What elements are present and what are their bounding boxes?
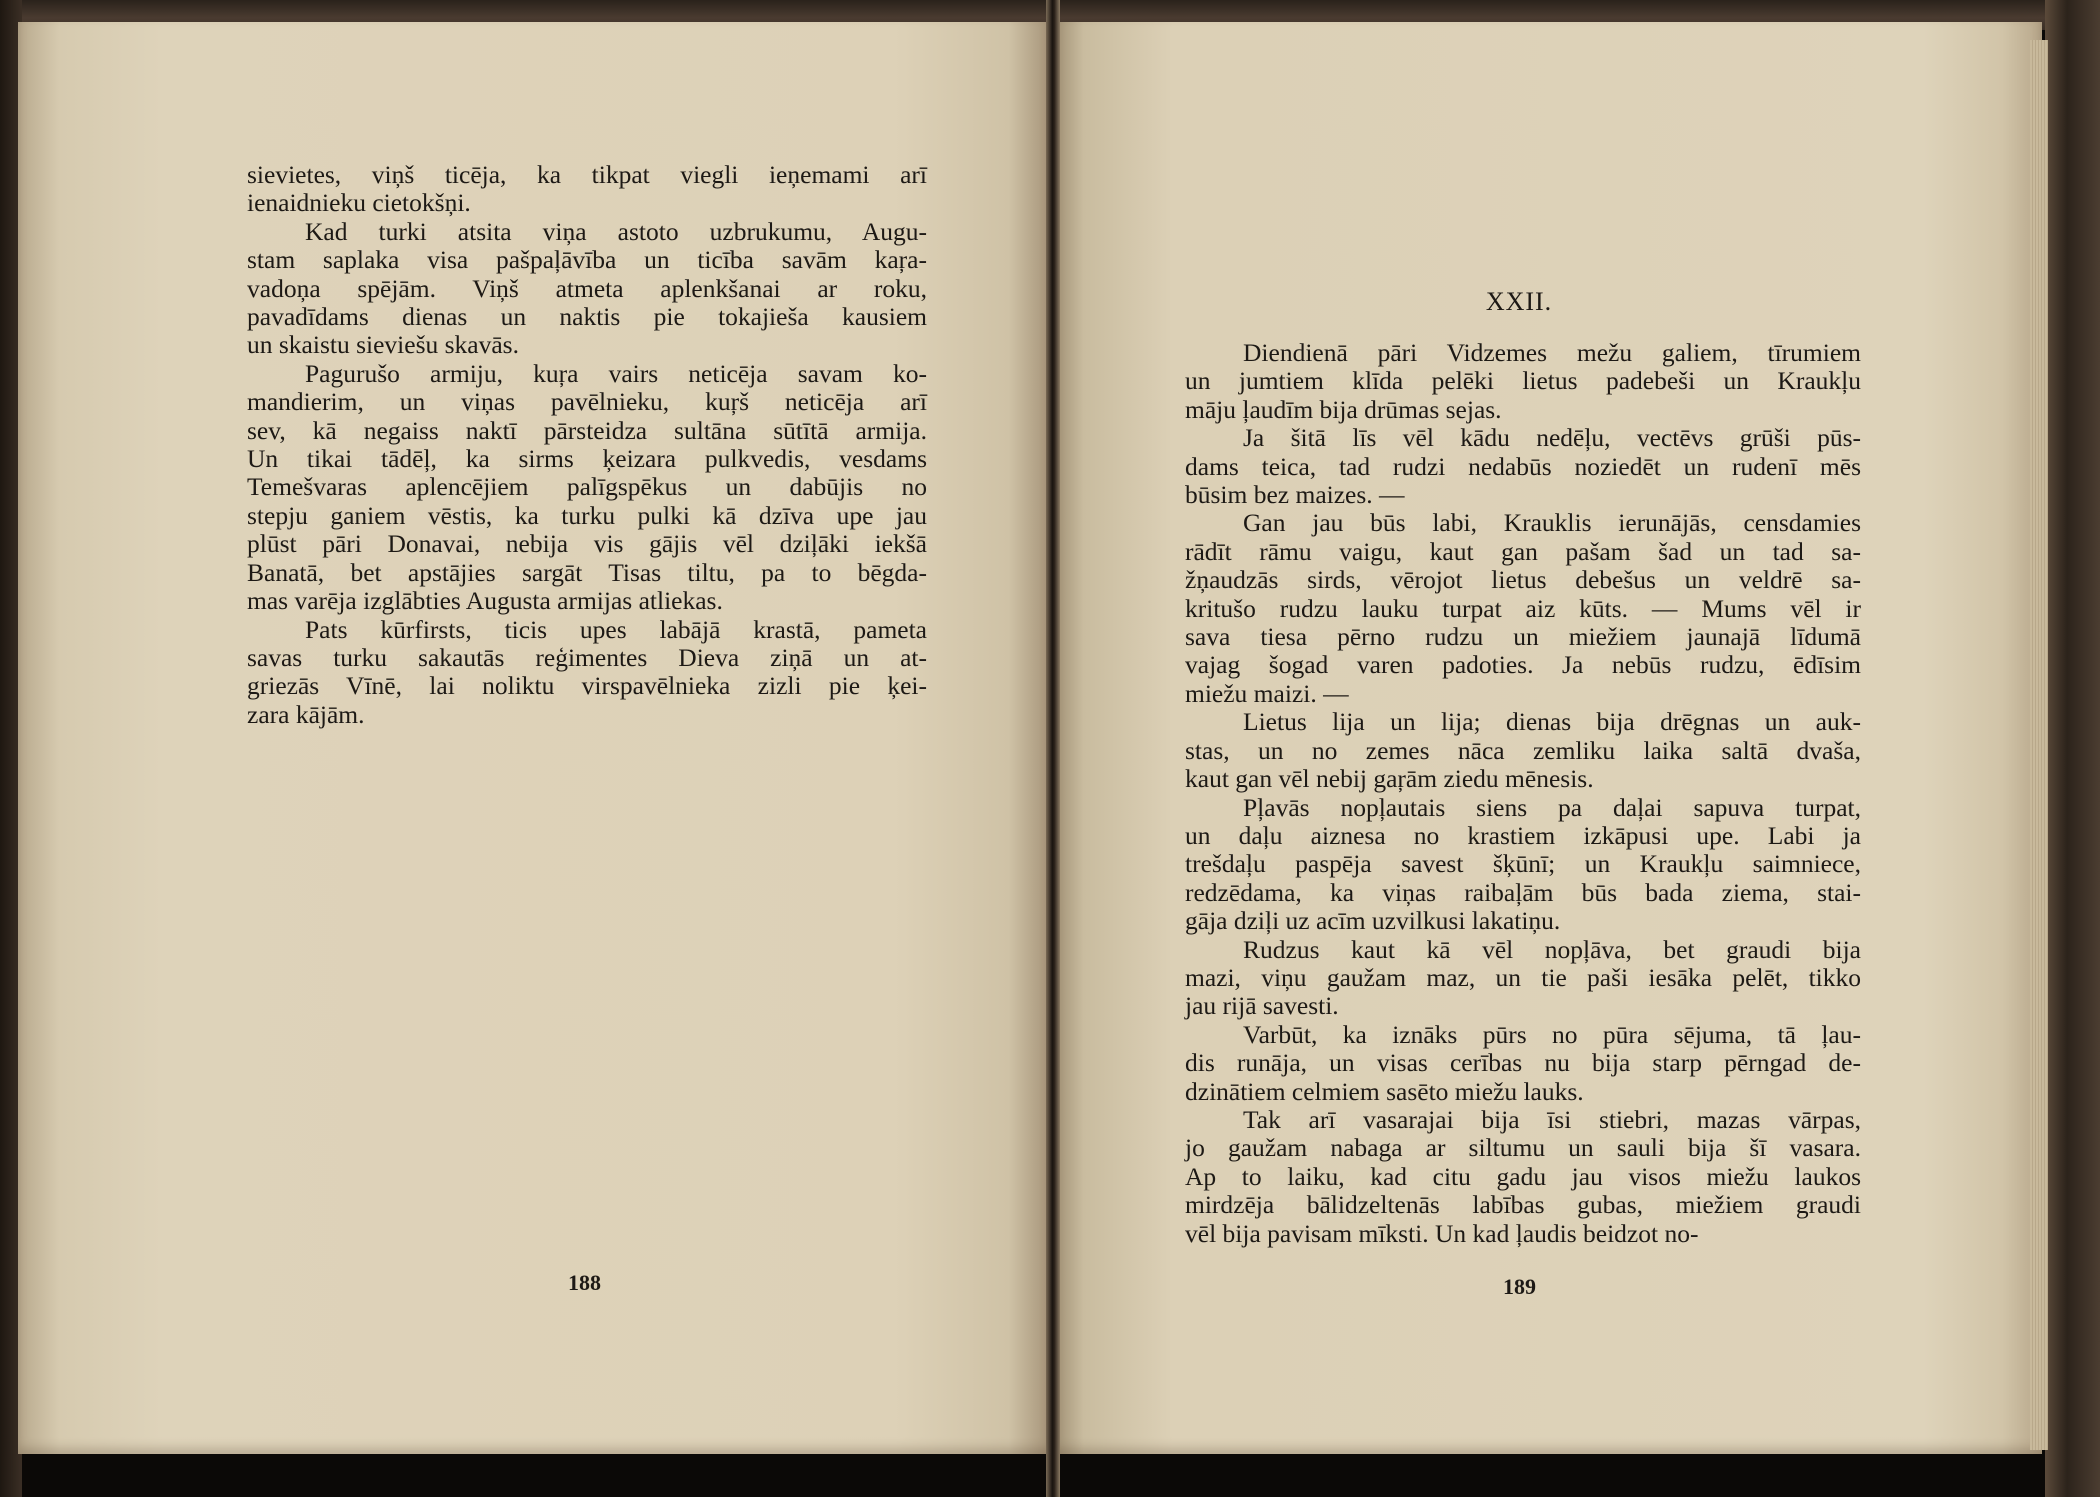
text-line: mirdzēja bālidzeltenās labības gubas, miežiem graudi [1185, 1190, 1861, 1220]
text-line: mas varēja izglābties Augusta armijas atliekas. [247, 586, 723, 616]
book-gutter [1046, 0, 1060, 1497]
text-line: mandierim, un viņas pavēlnieku, kuŗš neticēja arī [247, 387, 927, 417]
left-page-text [247, 161, 927, 729]
text-line: miežu maizi. — [1185, 678, 1349, 708]
text-line: savas turku sakautās reģimentes Dieva ziņā un at- [247, 642, 927, 672]
book-cover-right [2045, 0, 2100, 1497]
paragraph [247, 161, 927, 218]
text-line: Varbūt, ka iznāks pūrs no pūra sējuma, tā ļau- [1243, 1019, 1861, 1049]
text-line: dams teica, tad rudzi nedabūs noziedēt un rudenī mēs [1185, 451, 1861, 481]
text-line: Lietus lija un lija; dienas bija drēgnas un auk- [1243, 707, 1861, 737]
text-line: zara kājām. [247, 699, 365, 729]
text-line: sev, kā negaiss naktī pārsteidza sultāna sūtītā armija. [247, 415, 927, 445]
text-line: un skaistu sieviešu skavās. [247, 330, 519, 360]
text-line: Pļavās nopļautais siens pa daļai sapuva turpat, [1243, 792, 1861, 822]
paragraph [1185, 509, 1861, 708]
text-line: plūst pāri Donavai, nebija vis gājis vēl dziļāki iekšā [247, 529, 927, 559]
text-line: ienaidnieku cietokšņi. [247, 188, 471, 218]
paragraph [247, 360, 927, 616]
paragraph [1185, 794, 1861, 936]
text-line: stam saplaka visa pašpaļāvība un ticība savām kaŗa- [247, 245, 927, 275]
text-line: stepju ganiem vēstis, ka turku pulki kā dzīva upe jau [247, 500, 927, 530]
text-line: māju ļaudīm bija drūmas sejas. [1185, 394, 1502, 424]
text-line: redzēdama, ka viņas raibaļām būs bada ziema, stai- [1185, 877, 1861, 907]
text-line: vajag šogad varen padoties. Ja nebūs rudzu, ēdīsim [1185, 650, 1861, 680]
text-line: stas, un no zemes nāca zemliku laika saltā dvaša, [1185, 735, 1861, 765]
page-number-left: 188 [568, 1270, 601, 1295]
text-line: jau rijā savesti. [1185, 991, 1339, 1021]
text-line: Pagurušo armiju, kuŗa vairs neticēja savam ko- [305, 358, 927, 388]
text-line: vēl bija pavisam mīksti. Un kad ļaudis beidzot no- [1185, 1218, 1699, 1248]
text-line: kritušo rudzu lauku turpat aiz kūts. — Mums vēl ir [1185, 593, 1861, 623]
page-number-right: 189 [1503, 1274, 1536, 1299]
text-line: Pats kūrfirsts, ticis upes labājā krastā, pameta [305, 614, 927, 644]
text-line: būsim bez maizes. — [1185, 480, 1405, 510]
text-line: sievietes, viņš ticēja, ka tikpat viegli ieņemami arī [247, 160, 927, 189]
text-line: Tak arī vasarajai bija īsi stiebri, mazas vārpas, [1243, 1104, 1861, 1134]
text-line: pavadīdams dienas un naktis pie tokajieša kausiem [247, 302, 927, 332]
paragraph [1185, 708, 1861, 793]
text-line: mazi, viņu gaužam maz, un tie paši iesāka pelēt, tikko [1185, 962, 1861, 992]
text-line: Ap to laiku, kad citu gadu jau visos miežu laukos [1185, 1161, 1861, 1191]
text-line: Gan jau būs labi, Krauklis ierunājās, censdamies [1243, 508, 1861, 538]
page-edges [2030, 40, 2048, 1450]
text-line: žņaudzās sirds, vērojot lietus debešus un veldrē sa- [1185, 565, 1861, 595]
text-line: trešdaļu paspēja savest šķūnī; un Kraukļu saimniece, [1185, 849, 1861, 879]
text-line: Diendienā pāri Vidzemes mežu galiem, tīrumiem [1243, 338, 1861, 367]
text-line: Banatā, bet apstājies sargāt Tisas tiltu, pa to bēgda- [247, 557, 927, 587]
text-line: dis runāja, un visas cerības nu bija starp pērngad de- [1185, 1048, 1861, 1078]
text-line: Rudzus kaut kā vēl nopļāva, bet graudi bija [1243, 934, 1861, 964]
text-line: un daļu aiznesa no krastiem izkāpusi upe. Labi ja [1185, 820, 1861, 850]
right-page-text [1185, 339, 1861, 1248]
paragraph [1185, 936, 1861, 1021]
paragraph [1185, 339, 1861, 424]
text-line: Ja šitā līs vēl kādu nedēļu, vectēvs grūši pūs- [1243, 423, 1861, 453]
text-line: vadoņa spējām. Viņš atmeta aplenkšanai ar roku, [247, 273, 927, 303]
text-line: un jumtiem klīda pelēki lietus padebeši un Kraukļu [1185, 366, 1861, 396]
text-line: rādīt rāmu vaigu, kaut gan pašam šad un tad sa- [1185, 536, 1861, 566]
text-line: kaut gan vēl nebij gaŗām ziedu mēnesis. [1185, 764, 1594, 794]
paragraph [1185, 424, 1861, 509]
text-line: jo gaužam nabaga ar siltumu un sauli bija šī vasara. [1185, 1133, 1861, 1163]
text-line: griezās Vīnē, lai noliktu virspavēlnieka zizli pie ķei- [247, 671, 927, 701]
text-line: Temešvaras aplencējiem palīgspēkus un dabūjis no [247, 472, 927, 502]
paragraph [247, 218, 927, 360]
text-line: dzinātiem celmiem sasēto miežu lauks. [1185, 1076, 1584, 1106]
chapter-heading: XXII. [1485, 287, 1553, 316]
paragraph [1185, 1106, 1861, 1248]
text-line: Kad turki atsita viņa astoto uzbrukumu, Augu- [305, 216, 927, 246]
paragraph [1185, 1021, 1861, 1106]
text-line: sava tiesa pērno rudzu un miežiem jaunajā līdumā [1185, 622, 1861, 652]
paragraph [247, 616, 927, 730]
text-line: Un tikai tādēļ, ka sirms ķeizara pulkvedis, vesdams [247, 444, 927, 474]
text-line: gāja dziļi uz acīm uzvilkusi lakatiņu. [1185, 906, 1561, 936]
